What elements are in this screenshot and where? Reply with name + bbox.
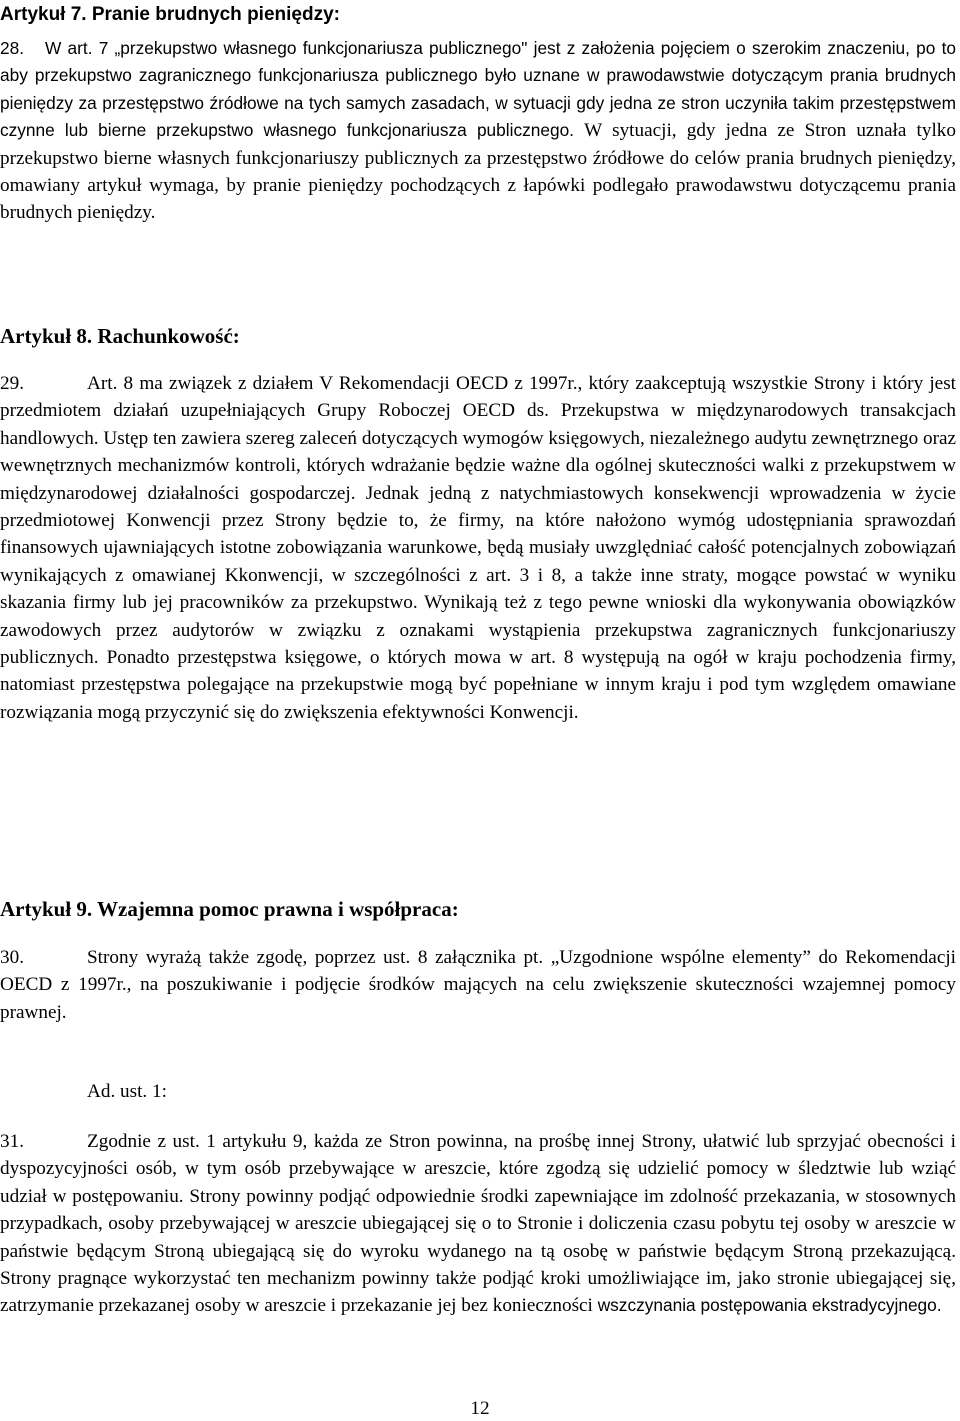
paragraph-number: 31.: [0, 1131, 24, 1152]
paragraph-text-serif: Zgodnie z ust. 1 artykułu 9, każda ze Stron powinna, na prośbę innej Strony, ułatwić lub sprzyjać obecności i dyspozycyjności osób, w tym osób przebywające w areszcie, które zgodzą się udzielić pomocy w śledztwie lub wziąć udział w postępowaniu. Strony powinny podjąć odpowiednie środki zapewniające im zdolność przekazania, w stosownych przypadkach, osoby przebywającej w areszcie ubiegającej się o to Stronie i doliczenia czasu pobytu tej osoby w areszcie w państwie będącym Stroną ubiegającą się do wyroku wydanego na tą osobę w państwie będącym Stroną przekazującą. Strony pragnące wykorzystać ten mechanizm powinny także podjąć kroki umożliwiające im, jako stronie ubiegającej się, zatrzymanie przekazanej osoby w areszcie i przekazanie jej bez konieczności: [0, 1131, 956, 1317]
paragraph-text: Strony wyrażą także zgodę, poprzez ust. 8 załącznika pt. „Uzgodnione wspólne elementy” do Rekomendacji OECD z 1997r., na poszukiwanie i podjęcie środków mających na celu zwiększenie skuteczności wzajemnej pomocy prawnej.: [0, 947, 956, 1023]
paragraph-number: 28.: [0, 38, 25, 58]
subheading-ad-ust-1: Ad. ust. 1:: [87, 1081, 167, 1102]
page-number: 12: [470, 1398, 490, 1419]
paragraph-29: [0, 370, 956, 726]
paragraph-text-serif: W sytuacji, gdy jedna ze Stron uznała tylko przekupstwo bierne własnych funkcjonariuszy publicznych za przestępstwo źródłowe do celów prania brudnych pieniędzy, omawiany artykuł wymaga, by pranie pieniędzy pochodzących z łapówki podlegało prawodawstwu dotyczącemu prania brudnych pieniędzy.: [0, 120, 956, 224]
paragraph-number: 30.: [0, 947, 24, 968]
article-8-heading: Artykuł 8. Rachunkowość:: [0, 324, 240, 348]
paragraph-number: 29.: [0, 373, 24, 394]
paragraph-text: Art. 8 ma związek z działem V Rekomendacji OECD z 1997r., który zaakceptują wszystkie Strony i który jest przedmiotem działań uzupełniających Grupy Roboczej OECD ds. Przekupstwa w międzynarodowych transakcjach handlowych. Ustęp ten zawiera szereg zaleceń dotyczących wymogów księgowych, niezależnego audytu zewnętrznego oraz wewnętrznych mechanizmów kontroli, których wdrażanie będzie ważne dla ogólnej skuteczności walki z przekupstwem w międzynarodowej działalności gospodarczej. Jednak jedną z natychmiastowych konsekwencji wprowadzenia w życie przedmiotowej Konwencji przez Strony będzie to, że firmy, na które nałożono wymóg udostępniania sprawozdań finansowych ujawniających istotne zobowiązania warunkowe, będą musiały uwzględniać całość potencjalnych zobowiązań wynikających z omawianej Kkonwencji, w szczególności z art. 3 i 8, a także inne straty, mogące powstać w wyniku skazania firmy lub jej pracowników za przekupstwo. Wynikają też z tego pewne wnioski dla wykonywania obowiązków zawodowych przez audytorów w związku z oznakami wystąpienia przekupstwa zagranicznych funkcjonariuszy publicznych. Ponadto przestępstwa księgowe, o których mowa w art. 8 występują na ogół w kraju pochodzenia firmy, natomiast przestępstwa polegające na przekupstwie mogą być popełniane w innym kraju i pod tym względem omawiane rozwiązania mogą przyczynić się do zwiększenia efektywności Konwencji.: [0, 373, 956, 723]
article-7-heading: Artykuł 7. Pranie brudnych pieniędzy:: [0, 4, 340, 25]
paragraph-text-sans: W art. 7 „przekupstwo własnego funkcjonariusza publicznego" jest z założenia pojęciem o szerokim znaczeniu, po to aby przekupstwo zagranicznego funkcjonariusza publicznego było uznane w prawodawstwie dotyczącym prania brudnych pieniędzy za przestępstwo źródłowe na tych samych zasadach, w sytuacji gdy jedna ze stron uczyniła takim przestępstwem czynne lub bierne przekupstwo własnego funkcjonariusza publicznego.: [0, 38, 956, 141]
paragraph-28: [0, 35, 956, 227]
article-9-heading: Artykuł 9. Wzajemna pomoc prawna i współpraca:: [0, 897, 459, 921]
paragraph-30: [0, 944, 956, 1026]
paragraph-31: [0, 1128, 956, 1320]
paragraph-text-sans: wszczynania postępowania ekstradycyjnego.: [597, 1295, 942, 1316]
